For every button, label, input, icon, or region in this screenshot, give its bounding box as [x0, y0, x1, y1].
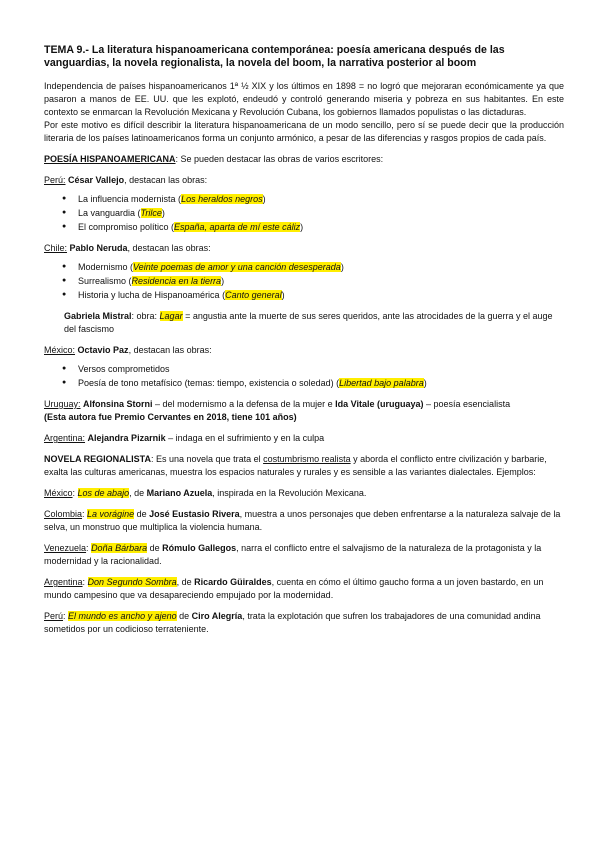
line-rest: – indaga en el sufrimiento y en la culpa	[165, 433, 325, 443]
chile-works-list	[44, 260, 564, 302]
work-title: Don Segundo Sombra	[87, 577, 177, 587]
list-item	[64, 362, 564, 376]
country-label: Colombia	[44, 509, 83, 519]
work-title: El mundo es ancho y ajeno	[68, 611, 177, 621]
line-pre: : obra:	[131, 311, 160, 321]
page-title: TEMA 9.- La literatura hispanoamericana contemporánea: poesía americana después de las vanguardias, la novela regionalista, la novela del boom, la narrativa posterior al boom	[44, 44, 505, 69]
country-label: Chile:	[44, 243, 68, 253]
line-rest: , trata la explotación que sufren los trabajadores de una comunidad andina sometidos por un codicioso terrateniente.	[44, 611, 541, 634]
sep: :	[82, 509, 88, 519]
country-label: Argentina:	[44, 433, 86, 443]
intro-paragraph-2: Por este motivo es difícil describir la literatura hispanoamericana de un modo sencillo, pero sí se puede decir que la producción literaria de los países latinoamericanos forma un conjunto armónico, a pesar de las diferencias y rasgos propios de cada país.	[44, 120, 564, 143]
country-label: México:	[44, 345, 76, 355]
poesia-intro	[44, 153, 564, 166]
line-rest: , cuenta en cómo el último gaucho forma a un joven bastardo, en un mundo campesino que va desapareciendo empujado por la modernidad.	[44, 577, 544, 600]
line-rest: = angustia ante la muerte de sus seres queridos, ante las atrocidades de la guerra y el auge del fascismo	[64, 311, 553, 334]
work-title: Canto general	[225, 290, 282, 300]
country-label: Uruguay:	[44, 399, 81, 409]
country-label: Argentina	[44, 577, 83, 587]
item-text: La influencia modernista (	[78, 194, 182, 204]
novela-heading: NOVELA REGIONALISTA	[44, 454, 152, 464]
item-close: )	[262, 194, 266, 204]
line-rest: , muestra a unos personajes que deben enfrentarse a la naturaleza salvaje de la selva, un monstruo que multiplica la violencia humana.	[44, 509, 561, 532]
line-pre: de	[134, 509, 150, 519]
item-close: )	[161, 208, 165, 218]
sep: :	[72, 488, 78, 498]
item-text: El compromiso político (	[78, 222, 175, 232]
work-title: Residencia en la tierra	[131, 276, 222, 286]
country-label: Perú	[44, 611, 64, 621]
country-label: Venezuela	[44, 543, 87, 553]
item-text: Poesía de tono metafísico (temas: tiempo, existencia o soledad) (	[78, 378, 340, 388]
author-name: José Eustasio Rivera	[149, 509, 240, 519]
author-name-2: Ida Vitale (uruguaya)	[335, 399, 424, 409]
novela-mexico	[44, 487, 564, 500]
item-text: Modernismo (	[78, 262, 134, 272]
country-label: Perú:	[44, 175, 66, 185]
line-rest: , destacan las obras:	[127, 243, 211, 253]
novela-peru	[44, 610, 564, 636]
item-text: La vanguardia (	[78, 208, 141, 218]
item-text: Surrealismo (	[78, 276, 132, 286]
mexico-line	[44, 344, 564, 357]
work-title: Los heraldos negros	[181, 194, 263, 204]
line-rest: – poesía esencialista	[423, 399, 511, 409]
novela-colombia	[44, 508, 564, 534]
uruguay-note: (Esta autora fue Premio Cervantes en 2018, tiene 101 años)	[44, 412, 297, 422]
line-rest: , inspirada en la Revolución Mexicana.	[212, 488, 367, 498]
item-close: )	[340, 262, 344, 272]
item-close: )	[300, 222, 304, 232]
list-item	[64, 376, 564, 390]
author-name: Gabriela Mistral	[64, 311, 132, 321]
work-title: Veinte poemas de amor y una canción desesperada	[133, 262, 341, 272]
novela-argentina	[44, 576, 564, 602]
line-pre: de	[176, 611, 192, 621]
document-page	[44, 44, 564, 636]
work-title: Lagar	[159, 311, 183, 321]
list-item	[64, 206, 564, 220]
author-name: Ciro Alegría	[191, 611, 243, 621]
author-name: César Vallejo	[68, 175, 125, 185]
work-title: España, aparta de mí este cáliz	[174, 222, 301, 232]
poesia-lead: : Se pueden destacar las obras de varios escritores:	[175, 154, 384, 164]
line-pre: : Es una novela que trata el	[151, 454, 264, 464]
author-name: Rómulo Gallegos	[162, 543, 237, 553]
line-rest: , destacan las obras:	[128, 345, 212, 355]
author-name: Ricardo Güiraldes	[194, 577, 272, 587]
work-title: Doña Bárbara	[91, 543, 148, 553]
peru-line	[44, 174, 564, 187]
item-close: )	[221, 276, 225, 286]
line-pre: de	[147, 543, 163, 553]
sep: :	[63, 611, 69, 621]
uruguay-line	[44, 398, 564, 411]
item-close: )	[423, 378, 427, 388]
list-item	[64, 260, 564, 274]
author-name: Mariano Azuela	[146, 488, 213, 498]
novela-venezuela	[44, 542, 564, 568]
list-item	[64, 288, 564, 302]
work-title: Libertad bajo palabra	[339, 378, 424, 388]
line-pre: , de	[176, 577, 195, 587]
term: costumbrismo realista	[263, 454, 351, 464]
list-item	[64, 192, 564, 206]
line-rest: y aborda el conflicto entre civilización y barbarie, exalta las culturas americanas, muestra los espacios naturales y rurales y es sensible a las variantes dialectales. Ejemplos:	[44, 454, 547, 477]
list-item	[64, 220, 564, 234]
author-name: Pablo Neruda	[69, 243, 128, 253]
sep: :	[86, 543, 92, 553]
line-rest: , narra el conflicto entre el salvajismo de la naturaleza de la protagonista y la modernidad y la racionalidad.	[44, 543, 542, 566]
author-name: Alfonsina Storni	[83, 399, 153, 409]
chile-line	[44, 242, 564, 255]
author-name: Octavio Paz	[77, 345, 129, 355]
mistral-paragraph	[44, 310, 564, 336]
intro-paragraph-1: Independencia de países hispanoamericanos 1ª ½ XIX y los últimos en 1898 = no logró que mejoraran económicamente ya que pasaron a manos de EE. UU. que les explotó, endeudó y controló generando miseria y pobreza en sus habitantes. En este contexto se enmarcan la Revolución Mexicana y Revolución Cubana, los gobiernos llamados populistas o las dictaduras.	[44, 81, 564, 117]
item-close: )	[281, 290, 285, 300]
peru-works-list	[44, 192, 564, 234]
author-name: Alejandra Pizarnik	[87, 433, 166, 443]
item-text: Versos comprometidos	[78, 364, 170, 374]
work-title: La vorágine	[87, 509, 135, 519]
line-mid: – del modernismo a la defensa de la mujer e	[152, 399, 336, 409]
line-rest: , destacan las obras:	[124, 175, 208, 185]
item-text: Historia y lucha de Hispanoamérica (	[78, 290, 226, 300]
country-label: México	[44, 488, 73, 498]
work-title: Trilce	[140, 208, 162, 218]
sep: :	[82, 577, 88, 587]
argentina-line	[44, 432, 564, 445]
mexico-works-list	[44, 362, 564, 390]
poesia-heading: POESÍA HISPANOAMERICANA	[44, 154, 176, 164]
work-title: Los de abajo	[77, 488, 130, 498]
novela-intro	[44, 453, 564, 479]
list-item	[64, 274, 564, 288]
line-pre: , de	[129, 488, 147, 498]
